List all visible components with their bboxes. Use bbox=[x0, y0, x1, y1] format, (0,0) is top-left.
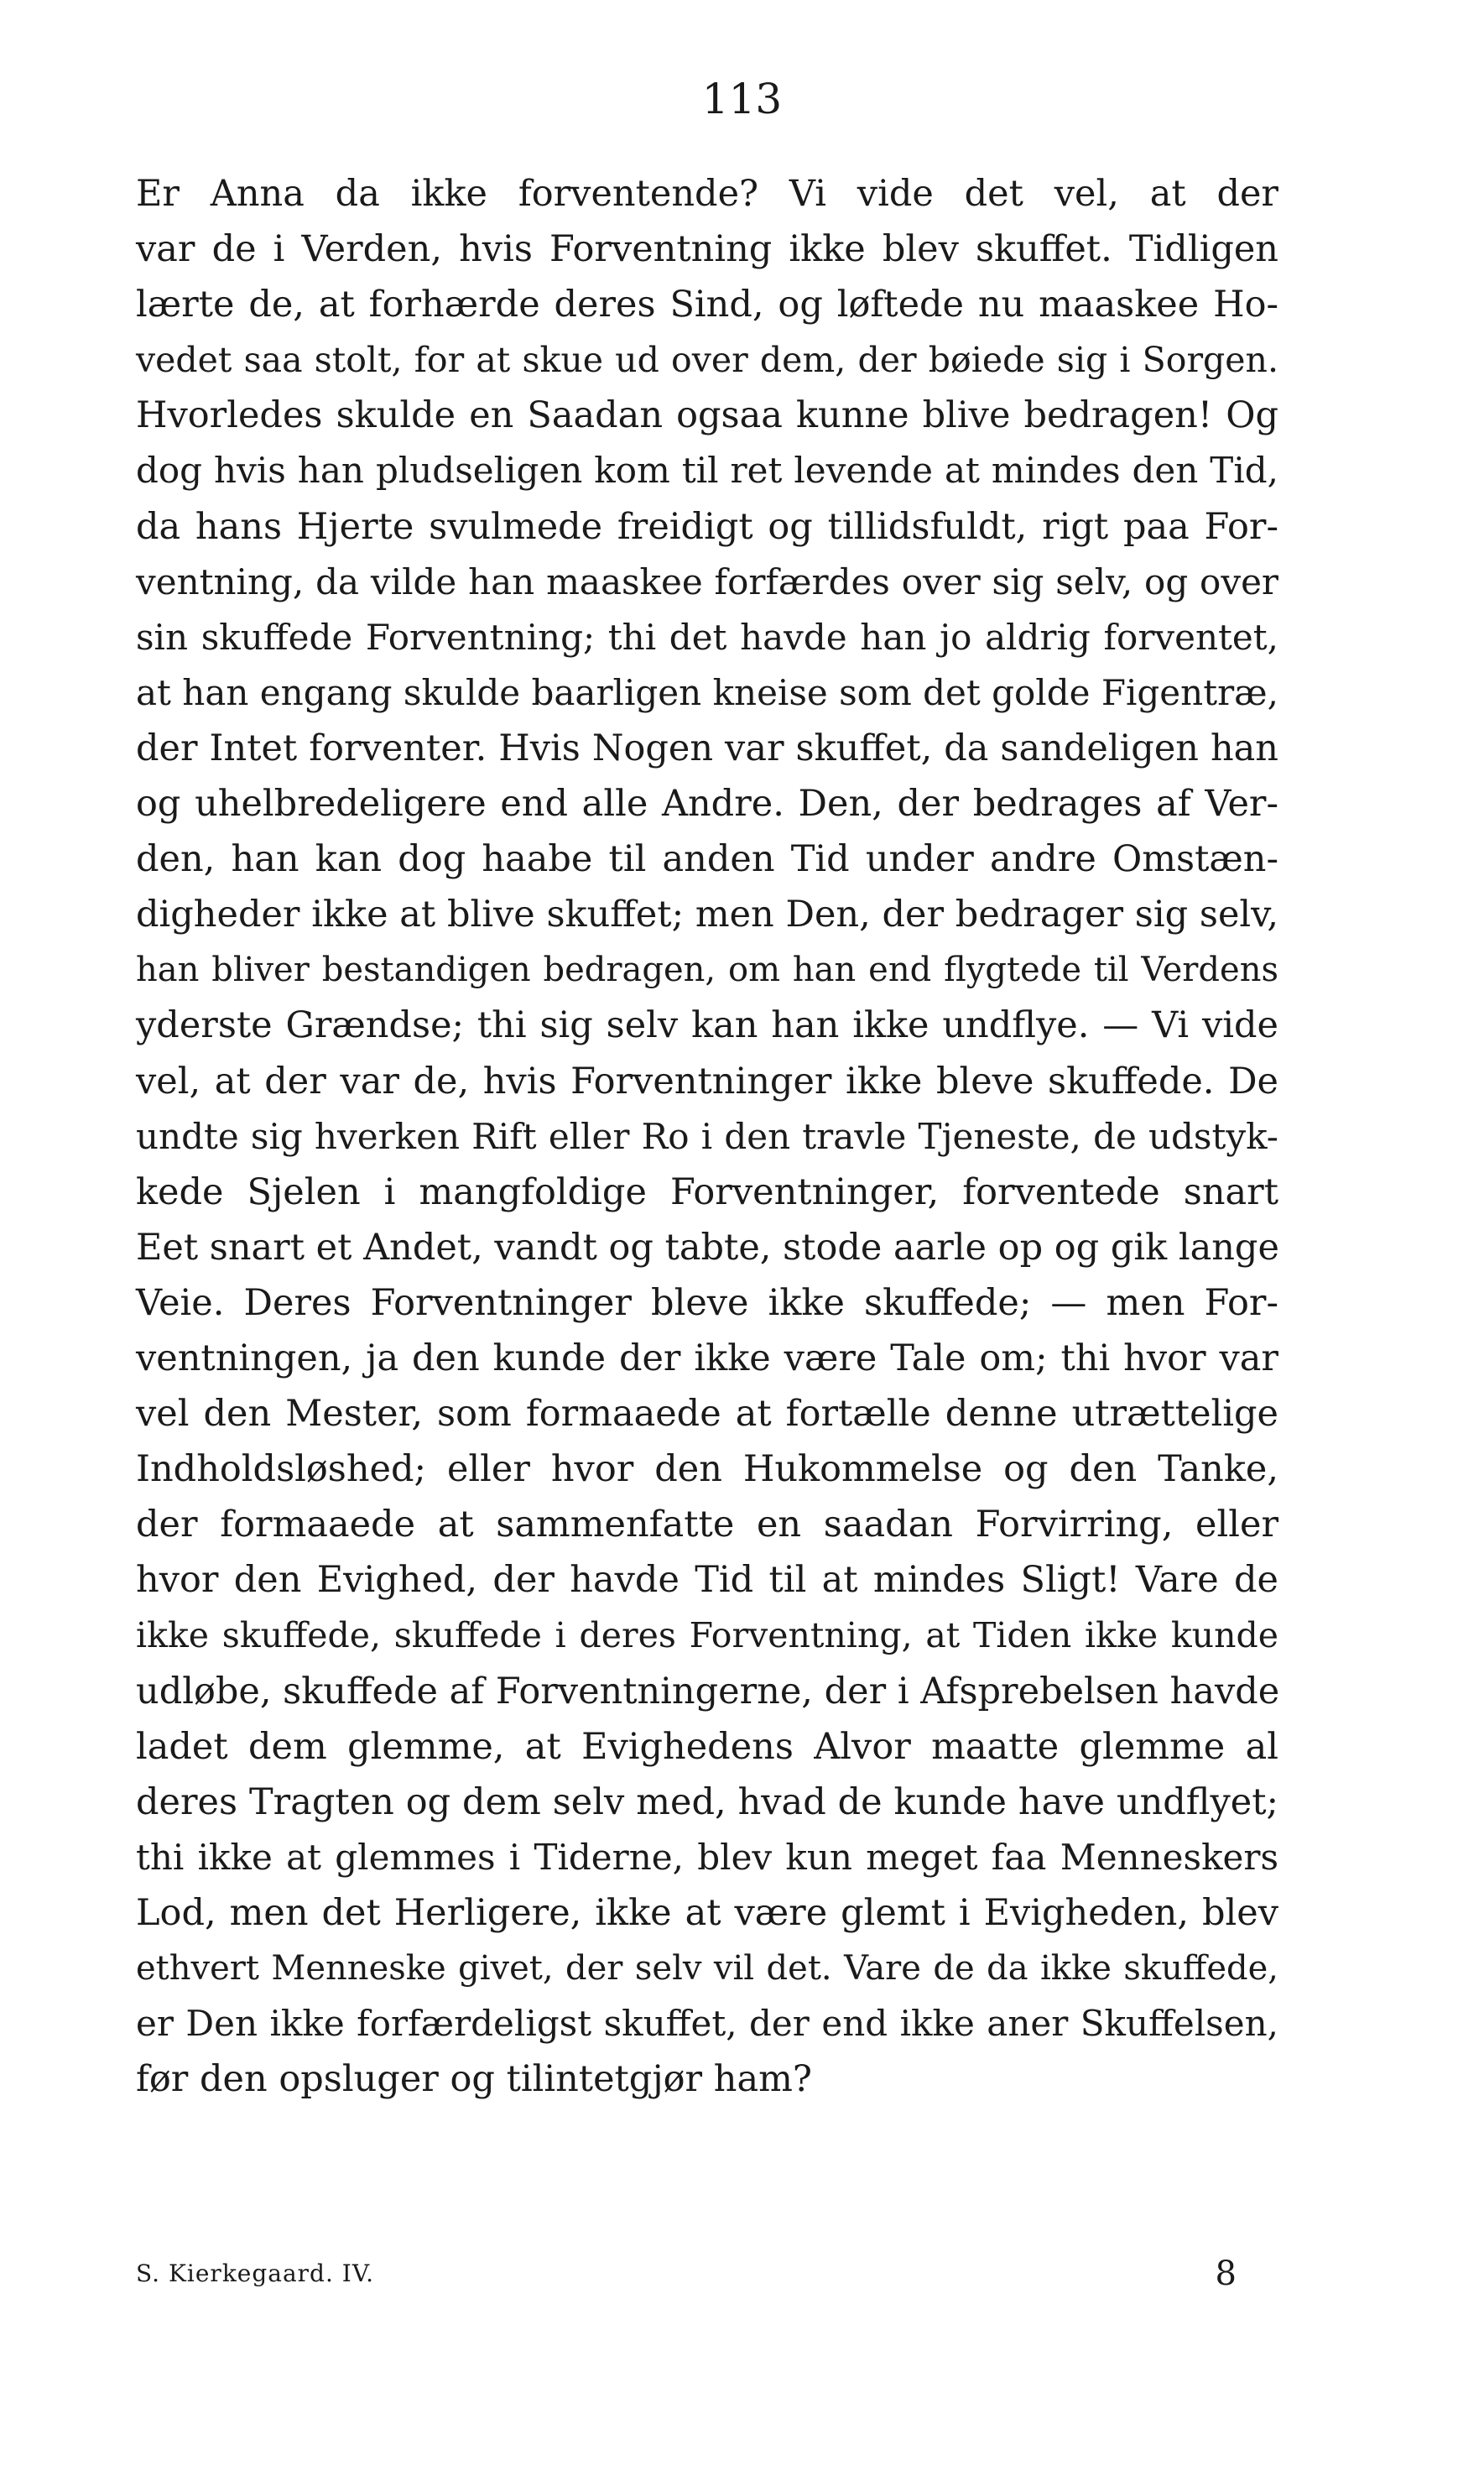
text-line: ventning, da vilde han maaskee forfærdes over sig selv, og over bbox=[136, 560, 1278, 602]
text-line: at han engang skulde baarligen kneise som det golde Figentræ, bbox=[136, 671, 1278, 713]
text-line: ikke skuffede, skuffede i deres Forventning, at Tiden ikke kunde bbox=[136, 1615, 1278, 1656]
text-line: Er Anna da ikke forventende? Vi vide det vel, at der bbox=[136, 173, 1278, 215]
text-line: da hans Hjerte svulmede freidigt og tillidsfuldt, rigt paa For- bbox=[136, 505, 1278, 548]
text-line: Indholdsløshed; eller hvor den Hukommelse og den Tanke, bbox=[136, 1448, 1278, 1491]
text-line: lærte de, at forhærde deres Sind, og løftede nu maaskee Ho- bbox=[136, 284, 1278, 326]
text-line: digheder ikke at blive skuffet; men Den, der bedrager sig selv, bbox=[136, 894, 1278, 936]
body-text bbox=[136, 166, 1278, 2107]
text-line: deres Tragten og dem selv med, hvad de kunde have undflyet; bbox=[136, 1780, 1278, 1823]
text-line: den, han kan dog haabe til anden Tid under andre Omstæn- bbox=[136, 838, 1278, 881]
text-line: ethvert Menneske givet, der selv vil det. Vare de da ikke skuffede, bbox=[136, 1949, 1278, 1988]
text-line: og uhelbredeligere end alle Andre. Den, der bedrages af Ver- bbox=[136, 783, 1278, 826]
text-line: der formaaede at sammenfatte en saadan Forvirring, eller bbox=[136, 1504, 1278, 1546]
text-line: sin skuffede Forventning; thi det havde han jo aldrig forventet, bbox=[136, 616, 1278, 658]
text-line: dog hvis han pludseligen kom til ret levende at mindes den Tid, bbox=[136, 450, 1278, 492]
text-line: udløbe, skuffede af Forventningerne, der i Afsprebelsen havde bbox=[136, 1670, 1280, 1712]
text-line: før den opsluger og tilintetgjør ham? bbox=[136, 2058, 812, 2101]
text-line: Hvorledes skulde en Saadan ogsaa kunne blive bedragen! Og bbox=[136, 394, 1278, 437]
text-line: Eet snart et Andet, vandt og tabte, stode aarle op og gik lange bbox=[136, 1226, 1279, 1269]
text-line: han bliver bestandigen bedragen, om han end flygtede til Verdens bbox=[136, 951, 1278, 990]
text-line: undte sig hverken Rift eller Ro i den travle Tjeneste, de udstyk- bbox=[136, 1115, 1278, 1157]
text-line: ventningen, ja den kunde der ikke være Tale om; thi hvor var bbox=[136, 1337, 1278, 1379]
page-footer bbox=[136, 2249, 1278, 2299]
text-line: vel, at der var de, hvis Forventninger ikke bleve skuffede. De bbox=[136, 1060, 1278, 1102]
printer-signature: S. Kierkegaard. IV. bbox=[136, 2260, 375, 2287]
text-line: Lod, men det Herligere, ikke at være glemt i Evigheden, blev bbox=[136, 1891, 1278, 1934]
sheet-number: 8 bbox=[1215, 2254, 1237, 2293]
text-line: er Den ikke forfærdeligst skuffet, der end ikke aner Skuffelsen, bbox=[136, 2003, 1278, 2045]
text-line: yderste Grændse; thi sig selv kan han ikke undflye. — Vi vide bbox=[136, 1004, 1278, 1047]
text-line: der Intet forventer. Hvis Nogen var skuffet, da sandeligen han bbox=[136, 727, 1278, 769]
text-line: kede Sjelen i mangfoldige Forventninger, forventede snart bbox=[136, 1170, 1278, 1213]
text-line: Veie. Deres Forventninger bleve ikke skuffede; — men For- bbox=[136, 1281, 1278, 1324]
text-line: hvor den Evighed, der havde Tid til at mindes Sligt! Vare de bbox=[136, 1559, 1278, 1602]
text-line: vel den Mester, som formaaede at fortælle denne utrættelige bbox=[136, 1393, 1278, 1436]
page-number: 113 bbox=[701, 75, 783, 123]
text-line: vedet saa stolt, for at skue ud over dem, der bøiede sig i Sorgen. bbox=[136, 340, 1278, 381]
text-line: var de i Verden, hvis Forventning ikke blev skuffet. Tidligen bbox=[136, 228, 1278, 271]
text-line: thi ikke at glemmes i Tiderne, blev kun meget faa Menneskers bbox=[136, 1836, 1278, 1878]
text-line: ladet dem glemme, at Evighedens Alvor maatte glemme al bbox=[136, 1725, 1278, 1768]
